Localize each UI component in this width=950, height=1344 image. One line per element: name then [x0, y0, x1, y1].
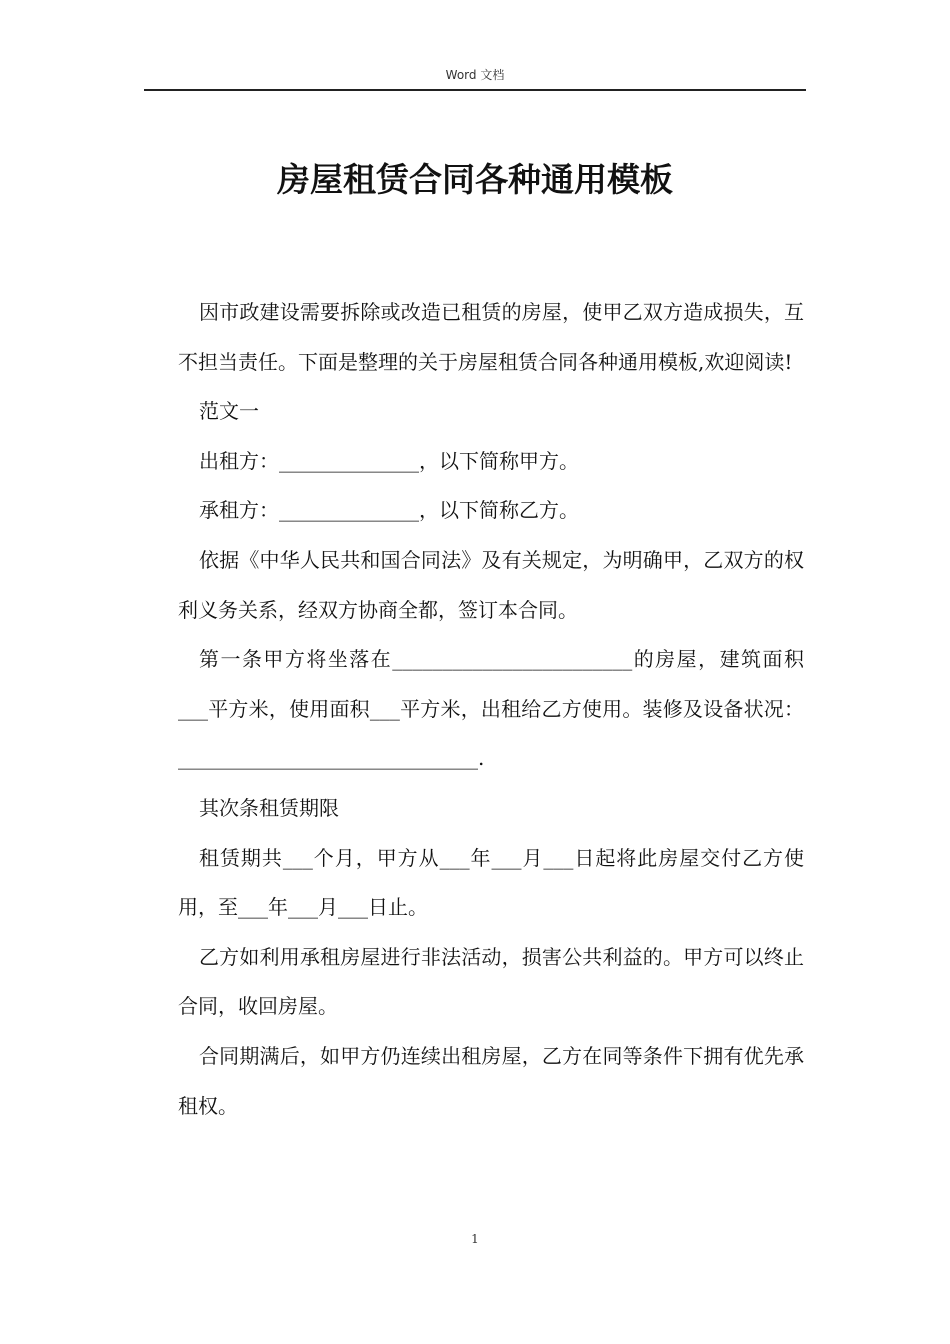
legal-basis-paragraph: 依据《中华人民共和国合同法》及有关规定，为明确甲，乙双方的权利义务关系，经双方协商全都，签订本合同。 [178, 547, 804, 622]
document-title: 房屋租赁合同各种通用模板 [277, 160, 673, 199]
header-label: Word 文档 [445, 68, 505, 82]
article-one-paragraph: 第一条甲方将坐落在________________________的房屋，建筑面积___平方米，使用面积___平方米，出租给乙方使用。装修及设备状况：______________________________. [178, 647, 804, 771]
article-two-heading: 其次条租赁期限 [199, 795, 339, 820]
page-number: 1 [471, 1232, 479, 1246]
page-header [144, 0, 806, 91]
lessor-line: 出租方：______________，以下简称甲方。 [199, 448, 579, 473]
section-heading-sample-one: 范文一 [199, 399, 259, 424]
illegal-use-paragraph: 乙方如利用承租房屋进行非法活动，损害公共利益的。甲方可以终止合同，收回房屋。 [178, 944, 804, 1019]
document-body [178, 288, 804, 1131]
lessee-line: 承租方：______________，以下简称乙方。 [199, 498, 579, 523]
intro-paragraph: 因市政建设需要拆除或改造已租赁的房屋，使甲乙双方造成损失，互不担当责任。下面是整理的关于房屋租赁合同各种通用模板,欢迎阅读! [178, 300, 804, 374]
lease-term-paragraph: 租赁期共___个月，甲方从___年___月___日起将此房屋交付乙方使用，至___年___月___日止。 [178, 845, 804, 920]
renewal-paragraph: 合同期满后，如甲方仍连续出租房屋，乙方在同等条件下拥有优先承租权。 [178, 1043, 804, 1118]
